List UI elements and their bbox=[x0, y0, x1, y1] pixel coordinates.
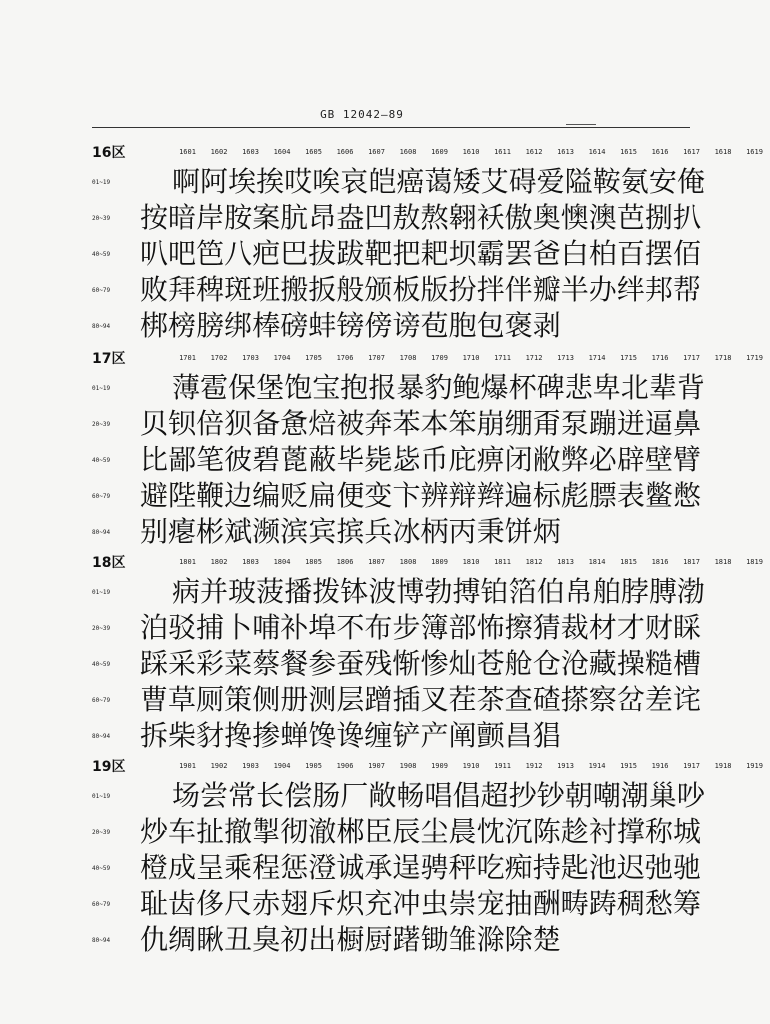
row-range-label: 60~79 bbox=[92, 493, 111, 500]
column-number: 1604 bbox=[273, 148, 291, 156]
column-number: 1607 bbox=[368, 148, 385, 156]
row-range-label: 80~94 bbox=[92, 323, 111, 330]
column-number: 1907 bbox=[368, 762, 385, 770]
column-number: 1810 bbox=[462, 558, 480, 566]
char-row bbox=[92, 407, 702, 444]
column-number: 1801 bbox=[179, 558, 196, 566]
column-number: 1911 bbox=[494, 762, 511, 770]
column-number: 1707 bbox=[368, 354, 385, 362]
char-row bbox=[92, 575, 705, 612]
char-row bbox=[92, 851, 702, 888]
column-number: 1818 bbox=[714, 558, 732, 566]
column-number: 1702 bbox=[210, 354, 228, 362]
column-number: 1805 bbox=[305, 558, 322, 566]
section-label: 18区 bbox=[92, 555, 126, 571]
char-row bbox=[92, 887, 702, 924]
section-label: 17区 bbox=[92, 351, 126, 367]
column-number: 1618 bbox=[714, 148, 732, 156]
column-number: 1915 bbox=[620, 762, 637, 770]
char-row bbox=[92, 165, 705, 202]
column-number: 1917 bbox=[683, 762, 700, 770]
column-number: 1903 bbox=[242, 762, 259, 770]
row-range-label: 20~39 bbox=[92, 829, 111, 836]
column-number: 1807 bbox=[368, 558, 385, 566]
column-number: 1904 bbox=[273, 762, 291, 770]
row-range-label: 01~19 bbox=[92, 385, 111, 392]
column-number: 1908 bbox=[399, 762, 417, 770]
column-number: 1712 bbox=[525, 354, 543, 362]
column-number: 1918 bbox=[714, 762, 732, 770]
column-number: 1603 bbox=[242, 148, 259, 156]
char-row bbox=[92, 779, 705, 816]
char-row bbox=[92, 516, 690, 552]
column-number: 1717 bbox=[683, 354, 700, 362]
char-row-text: 贝钡倍狈备惫焙被奔苯本笨崩绷甭泵蹦迸逼鼻 bbox=[140, 407, 702, 440]
column-number: 1718 bbox=[714, 354, 732, 362]
char-row bbox=[92, 924, 690, 960]
row-range-label: 40~59 bbox=[92, 865, 111, 872]
row-range-label: 80~94 bbox=[92, 937, 111, 944]
column-number: 1605 bbox=[305, 148, 322, 156]
document-header: GB 12042—89 bbox=[320, 108, 404, 121]
row-range-label: 80~94 bbox=[92, 733, 111, 740]
column-numbers bbox=[172, 558, 770, 566]
column-numbers bbox=[172, 148, 770, 156]
column-number: 1701 bbox=[179, 354, 196, 362]
column-number: 1615 bbox=[620, 148, 637, 156]
row-range-label: 20~39 bbox=[92, 215, 111, 222]
column-number: 1714 bbox=[588, 354, 606, 362]
column-number: 1817 bbox=[683, 558, 700, 566]
column-number: 1912 bbox=[525, 762, 543, 770]
column-number: 1802 bbox=[210, 558, 228, 566]
char-row-text: 梆榜膀绑棒磅蚌镑傍谤苞胞包褒剥 bbox=[140, 309, 561, 342]
column-number: 1809 bbox=[431, 558, 448, 566]
column-number: 1614 bbox=[588, 148, 606, 156]
row-range-label: 40~59 bbox=[92, 251, 111, 258]
section-17 bbox=[92, 350, 763, 552]
char-row-text: 耻齿侈尺赤翅斥炽充冲虫崇宠抽酬畴踌稠愁筹 bbox=[140, 887, 702, 920]
row-range-label: 60~79 bbox=[92, 901, 111, 908]
char-row bbox=[92, 720, 690, 756]
char-row-text: 曹草厕策侧册测层蹭插叉茬茶查碴搽察岔差诧 bbox=[140, 683, 702, 716]
char-row bbox=[92, 237, 702, 274]
column-numbers bbox=[172, 354, 770, 362]
column-number: 1711 bbox=[494, 354, 511, 362]
column-number: 1609 bbox=[431, 148, 448, 156]
char-row-text: 泊驳捕卜哺补埠不布步簿部怖擦猜裁材才财睬 bbox=[140, 611, 702, 644]
column-number: 1813 bbox=[557, 558, 574, 566]
char-row-text: 橙成呈乘程惩澄诚承逞骋秤吃痴持匙池迟弛驰 bbox=[140, 851, 702, 884]
column-number: 1815 bbox=[620, 558, 637, 566]
char-row-text: 别瘪彬斌濒滨宾摈兵冰柄丙秉饼炳 bbox=[140, 515, 561, 548]
column-number: 1913 bbox=[557, 762, 574, 770]
column-number: 1706 bbox=[336, 354, 354, 362]
char-row bbox=[92, 443, 702, 480]
column-number: 1602 bbox=[210, 148, 228, 156]
column-number: 1816 bbox=[651, 558, 669, 566]
column-number: 1713 bbox=[557, 354, 574, 362]
char-row-text: 炒车扯撤掣彻澈郴臣辰尘晨忱沉陈趁衬撑称城 bbox=[140, 815, 702, 848]
char-row bbox=[92, 310, 690, 346]
column-number: 1919 bbox=[746, 762, 763, 770]
column-number: 1616 bbox=[651, 148, 669, 156]
column-number: 1814 bbox=[588, 558, 606, 566]
section-19 bbox=[92, 758, 763, 960]
char-row-text: 按暗岸胺案肮昂盎凹敖熬翱袄傲奥懊澳芭捌扒 bbox=[140, 201, 702, 234]
row-range-label: 40~59 bbox=[92, 457, 111, 464]
row-range-label: 20~39 bbox=[92, 421, 111, 428]
column-number: 1705 bbox=[305, 354, 322, 362]
column-number: 1708 bbox=[399, 354, 417, 362]
column-number: 1608 bbox=[399, 148, 417, 156]
column-number: 1901 bbox=[179, 762, 196, 770]
column-number: 1916 bbox=[651, 762, 669, 770]
column-number: 1703 bbox=[242, 354, 259, 362]
char-row-text: 薄雹保堡饱宝抱报暴豹鲍爆杯碑悲卑北辈背 bbox=[172, 371, 705, 404]
column-number: 1704 bbox=[273, 354, 291, 362]
column-number: 1610 bbox=[462, 148, 480, 156]
column-number: 1902 bbox=[210, 762, 228, 770]
char-row bbox=[92, 683, 702, 720]
column-number: 1719 bbox=[746, 354, 763, 362]
column-number: 1715 bbox=[620, 354, 637, 362]
header-dash bbox=[566, 124, 596, 125]
column-number: 1611 bbox=[494, 148, 511, 156]
char-row-text: 避陛鞭边编贬扁便变卞辨辩辫遍标彪膘表鳖憋 bbox=[140, 479, 702, 512]
section-label: 19区 bbox=[92, 759, 126, 775]
section-label: 16区 bbox=[92, 145, 126, 161]
column-number: 1613 bbox=[557, 148, 574, 156]
char-row-text: 场尝常长偿肠厂敞畅唱倡超抄钞朝嘲潮巢吵 bbox=[172, 779, 705, 812]
char-row bbox=[92, 479, 702, 516]
column-number: 1909 bbox=[431, 762, 448, 770]
column-number: 1806 bbox=[336, 558, 354, 566]
char-row-text: 比鄙笔彼碧蓖蔽毕毙毖币庇痹闭敝弊必辟壁臂 bbox=[140, 443, 702, 476]
column-number: 1905 bbox=[305, 762, 322, 770]
column-number: 1906 bbox=[336, 762, 354, 770]
column-number: 1811 bbox=[494, 558, 511, 566]
char-row bbox=[92, 815, 702, 852]
column-number: 1617 bbox=[683, 148, 700, 156]
column-number: 1606 bbox=[336, 148, 354, 156]
column-number: 1819 bbox=[746, 558, 763, 566]
char-row bbox=[92, 611, 702, 648]
column-number: 1812 bbox=[525, 558, 543, 566]
column-number: 1808 bbox=[399, 558, 417, 566]
column-number: 1803 bbox=[242, 558, 259, 566]
column-number: 1612 bbox=[525, 148, 543, 156]
column-number: 1601 bbox=[179, 148, 196, 156]
char-row-text: 仇绸瞅丑臭初出橱厨躇锄雏滁除楚 bbox=[140, 923, 561, 956]
char-row-text: 拆柴豺搀掺蝉馋谗缠铲产阐颤昌猖 bbox=[140, 719, 561, 752]
row-range-label: 01~19 bbox=[92, 589, 111, 596]
column-number: 1910 bbox=[462, 762, 480, 770]
char-row-text: 病并玻菠播拨钵波博勃搏铂箔伯帛舶脖膊渤 bbox=[172, 575, 705, 608]
row-range-label: 60~79 bbox=[92, 287, 111, 294]
row-range-label: 20~39 bbox=[92, 625, 111, 632]
column-number: 1619 bbox=[746, 148, 763, 156]
char-row-text: 踩采彩菜蔡餐参蚕残惭惨灿苍舱仓沧藏操糙槽 bbox=[140, 647, 702, 680]
char-row-text: 啊阿埃挨哎唉哀皑癌蔼矮艾碍爱隘鞍氨安俺 bbox=[172, 165, 705, 198]
char-row-text: 叭吧笆八疤巴拔跋靶把耙坝霸罢爸白柏百摆佰 bbox=[140, 237, 702, 270]
char-row-text: 败拜稗斑班搬扳般颁板版扮拌伴瓣半办绊邦帮 bbox=[140, 273, 702, 306]
row-range-label: 01~19 bbox=[92, 179, 111, 186]
column-number: 1710 bbox=[462, 354, 480, 362]
row-range-label: 60~79 bbox=[92, 697, 111, 704]
char-row bbox=[92, 201, 702, 238]
char-row bbox=[92, 273, 702, 310]
column-numbers bbox=[172, 762, 770, 770]
char-row bbox=[92, 647, 702, 684]
column-number: 1914 bbox=[588, 762, 606, 770]
row-range-label: 01~19 bbox=[92, 793, 111, 800]
section-18 bbox=[92, 554, 763, 756]
column-number: 1804 bbox=[273, 558, 291, 566]
column-number: 1709 bbox=[431, 354, 448, 362]
header-rule bbox=[92, 127, 690, 128]
char-row bbox=[92, 371, 705, 408]
row-range-label: 80~94 bbox=[92, 529, 111, 536]
column-number: 1716 bbox=[651, 354, 669, 362]
section-16 bbox=[92, 144, 763, 346]
row-range-label: 40~59 bbox=[92, 661, 111, 668]
